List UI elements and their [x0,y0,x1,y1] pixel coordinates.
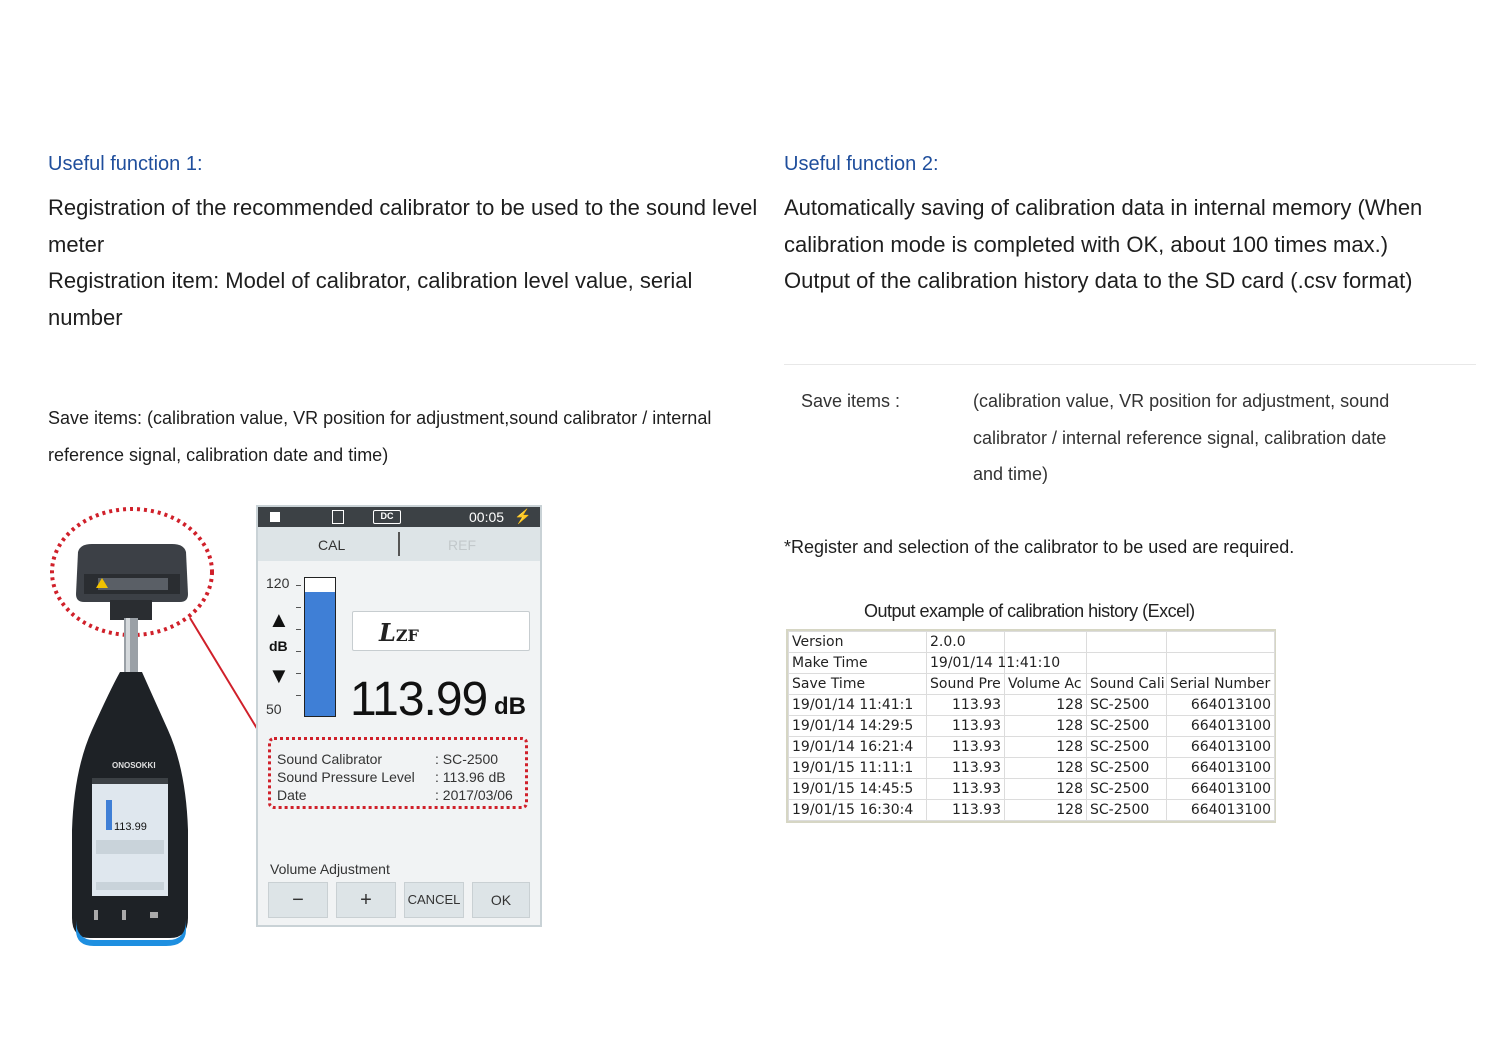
ok-button[interactable]: OK [472,882,530,918]
table-cell: 2.0.0 [927,632,1005,653]
table-cell: 113.93 [927,779,1005,800]
table-cell: 113.93 [927,695,1005,716]
table-cell [1167,653,1275,674]
table-cell [1087,632,1167,653]
level-reading-unit: dB [494,693,526,720]
table-cell: 19/01/14 16:21:4 [789,737,927,758]
cancel-button[interactable]: CANCEL [404,882,464,918]
table-row [789,800,1275,821]
table-row [789,674,1275,695]
table-row [789,758,1275,779]
excel-example-title: Output example of calibration history (Excel) [864,601,1195,621]
table-row [789,653,1275,674]
table-cell: SC-2500 [1087,716,1167,737]
table-row [789,632,1275,653]
range-down-icon[interactable]: ▼ [268,663,290,688]
scale-tick [296,629,301,630]
table-cell: 19/01/15 14:45:5 [789,779,927,800]
table-cell: 19/01/15 11:11:1 [789,758,927,779]
table-cell: 664013100 [1167,800,1275,821]
plug-icon: ⚡ [514,508,532,524]
table-cell: 128 [1005,695,1087,716]
tab-separator [398,532,400,556]
table-cell: 128 [1005,779,1087,800]
status-time: 00:05 [469,509,505,525]
table-cell: SC-2500 [1087,758,1167,779]
level-max-label: 120 [266,575,290,591]
calibrator-info-box [268,737,528,809]
level-bar-fill [305,592,335,716]
scale-tick [296,607,301,608]
function-2-save-text: (calibration value, VR position for adjustment, sound calibrator / internal reference signal, calibration date and time) [973,391,1390,484]
table-cell: 128 [1005,800,1087,821]
table-cell: 128 [1005,758,1087,779]
scale-tick [296,673,301,674]
dc-badge: DC [373,510,401,524]
level-unit-label: dB [269,638,288,654]
info-row: Date : 2017/03/06 [277,787,513,803]
status-bar [258,507,540,527]
table-cell: 19/01/14 11:41:1 [789,695,927,716]
calibration-history-table [786,629,1276,823]
function-1-line: Registration item: Model of calibrator, calibration level value, serial number [48,268,693,330]
calibration-screen [256,505,542,927]
function-2-save-label: Save items : [801,391,901,411]
table-cell: SC-2500 [1087,695,1167,716]
table-cell [1005,632,1087,653]
table-cell: 113.93 [927,716,1005,737]
table-cell: Serial Number [1167,674,1275,695]
table-cell: 128 [1005,716,1087,737]
table-cell: 664013100 [1167,716,1275,737]
table-cell: 113.93 [927,758,1005,779]
function-1-line: Registration of the recommended calibrator to be used to the sound level meter [48,195,758,257]
meter-brand-logo: ONOSOKKI [112,761,156,770]
function-1-heading: Useful function 1: [48,153,203,175]
function-1-save-items: Save items: (calibration value, VR position for adjustment,sound calibrator / internal reference signal, calibration date and time) [48,408,712,465]
table-cell: 19/01/15 16:30:4 [789,800,927,821]
scale-tick [296,695,301,696]
tab-ref[interactable]: REF [448,537,476,553]
table-cell: 664013100 [1167,737,1275,758]
range-up-icon[interactable]: ▲ [268,607,290,632]
sd-card-icon [332,510,344,524]
level-min-label: 50 [266,701,282,717]
table-cell: SC-2500 [1087,800,1167,821]
table-cell: 664013100 [1167,758,1275,779]
table-cell: SC-2500 [1087,779,1167,800]
table-cell: Save Time [789,674,927,695]
weighting-label: LZF [379,618,419,647]
table-cell: 113.93 [927,737,1005,758]
table-cell [1167,632,1275,653]
meter-mini-screen [92,778,168,896]
volume-adjustment-label: Volume Adjustment [270,861,390,877]
table-cell: SC-2500 [1087,737,1167,758]
table-cell: 128 [1005,737,1087,758]
info-row: Sound Pressure Level : 113.96 dB [277,769,506,785]
table-cell: 19/01/14 14:29:5 [789,716,927,737]
table-cell: 19/01/14 11:41:10 [927,653,1005,674]
info-row: Sound Calibrator : SC-2500 [277,751,499,767]
table-row [789,737,1275,758]
mode-tabs [258,527,540,561]
stop-icon [270,512,280,522]
table-cell: Version [789,632,927,653]
scale-tick [296,651,301,652]
volume-minus-button[interactable]: − [268,882,328,918]
table-cell: 664013100 [1167,779,1275,800]
volume-plus-button[interactable]: + [336,882,396,918]
meter-mini-reading: 113.99 [114,821,147,833]
table-cell: 113.93 [927,800,1005,821]
level-reading: 113.99 [350,673,488,726]
function-2-line: Automatically saving of calibration data in internal memory (When calibration mode is completed with OK, about 100 times max.) [784,195,1423,257]
table-cell [1087,653,1167,674]
table-row [789,695,1275,716]
section-divider [784,364,1476,365]
table-row [789,716,1275,737]
table-cell: 664013100 [1167,695,1275,716]
scale-tick [296,585,301,586]
level-bar [304,577,336,717]
table-row [789,779,1275,800]
function-2-description [784,190,1484,300]
tab-cal[interactable]: CAL [318,537,346,553]
table-cell: Sound Pre [927,674,1005,695]
table-cell: Sound Cali [1087,674,1167,695]
weighting-display [352,611,530,651]
function-2-line: Output of the calibration history data to the SD card (.csv format) [784,268,1413,293]
table-cell: Make Time [789,653,927,674]
table-cell: Volume Ac [1005,674,1087,695]
function-1-description [48,190,758,336]
function-2-heading: Useful function 2: [784,153,939,175]
calibrator-note: *Register and selection of the calibrator to be used are required. [784,537,1295,557]
